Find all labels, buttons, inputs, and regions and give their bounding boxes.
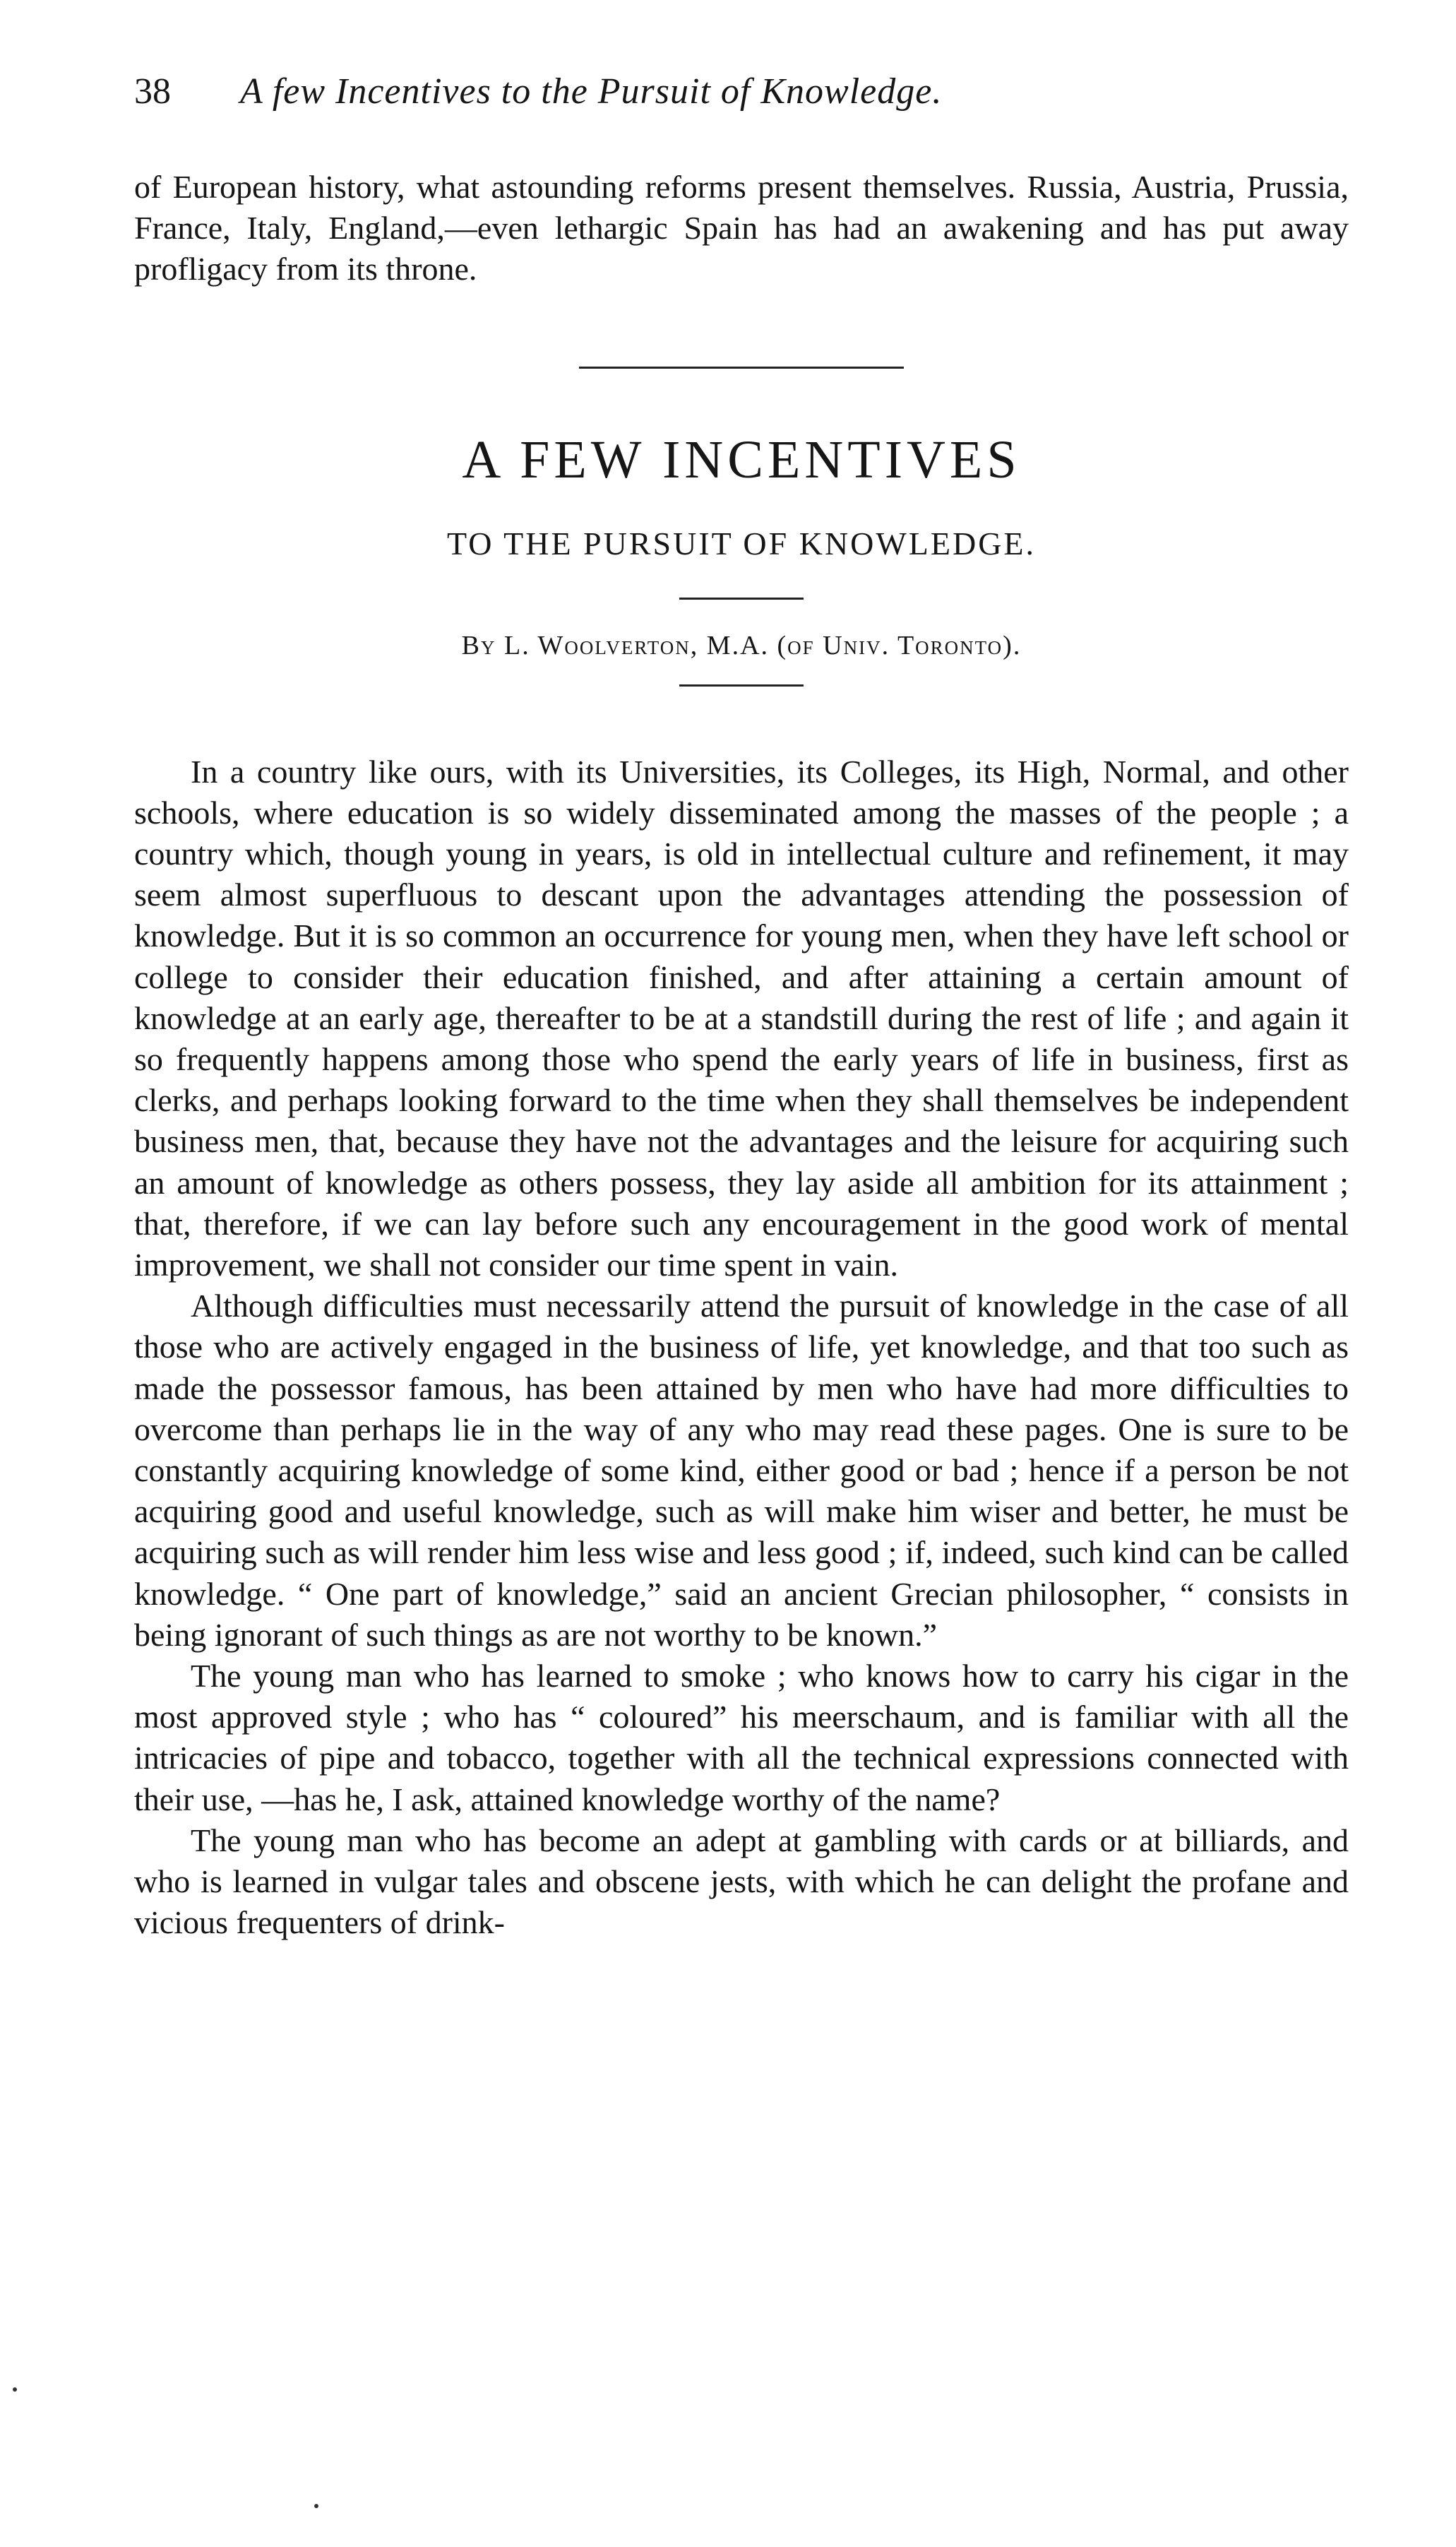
article-paragraph: The young man who has learned to smoke ; who knows how to carry his cigar in the most approved style ; who has “ coloured” his meerschaum, and is familiar with all the intricacies of pipe and tobacco, together with all the technical expressions connected with their use, —has he, I ask, attained knowledge worthy of the name?	[134, 1658, 1349, 1817]
print-speck	[314, 2504, 318, 2508]
article-paragraph: Although difficulties must necessarily attend the pursuit of knowledge in the case of all those who are actively engaged in the business of life, yet knowledge, and that too such as made the possessor famous, has been attained by men who have had more difficulties to overcome than perhaps lie in the way of any who may read these pages. One is sure to be constantly acquiring knowledge of some kind, either good or bad ; hence if a person be not acquiring good and useful knowledge, such as will make him wiser and better, he must be acquiring such as will render him less wise and less good ; if, indeed, such kind can be called knowledge. “ One part of knowledge,” said an ancient Grecian philosopher, “ consists in being ignorant of such things as are not worthy to be known.”	[134, 1288, 1349, 1653]
page-number: 38	[134, 71, 171, 112]
article-paragraph: The young man who has become an adept at gambling with cards or at billiards, and who is learned in vulgar tales and obscene jests, with which he can delight the profane and vicious frequenters of drink-	[134, 1822, 1349, 1941]
article-subtitle: TO THE PURSUIT OF KNOWLEDGE.	[446, 525, 1037, 562]
article-paragraph: In a country like ours, with its Universities, its Colleges, its High, Normal, and other schools, where education is so widely disseminated among the masses of the people ; a country which, though young in years, is old in intellectual culture and refinement, it may seem almost superfluous to descant upon the advantages attending the possession of knowledge. But it is so common an occurrence for young men, when they have left school or college to consider their education finished, and after attaining a certain amount of knowledge at an early age, thereafter to be at a standstill during the rest of life ; and again it so frequently happens among those who spend the early years of life in business, first as clerks, and perhaps looking forward to the time when they shall themselves be independent business men, that, because they have not the advantages and the leisure for acquiring such an amount of knowledge as others possess, they lay aside all ambition for its attainment ; that, therefore, if we can lay before such any encouragement in the good work of mental improvement, we shall not consider our time spent in vain.	[134, 753, 1349, 1283]
running-head	[134, 71, 1349, 141]
document-page	[134, 71, 1349, 1944]
byline: By L. Woolverton, M.A. (of Univ. Toronto).	[461, 630, 1022, 660]
article-title: A FEW INCENTIVES	[462, 429, 1021, 489]
previous-article-closing-paragraph: of European history, what astounding reforms present themselves. Russia, Austria, Prussia, France, Italy, England,—even lethargic Spain has had an awakening and has put away profligacy from its throne.	[134, 169, 1349, 287]
running-title: A few Incentives to the Pursuit of Knowledge.	[240, 71, 943, 112]
byline-rule	[679, 684, 804, 687]
subtitle-rule	[679, 598, 804, 600]
print-speck	[13, 2387, 17, 2392]
article-body	[134, 752, 1349, 1944]
section-divider-rule	[579, 367, 904, 369]
